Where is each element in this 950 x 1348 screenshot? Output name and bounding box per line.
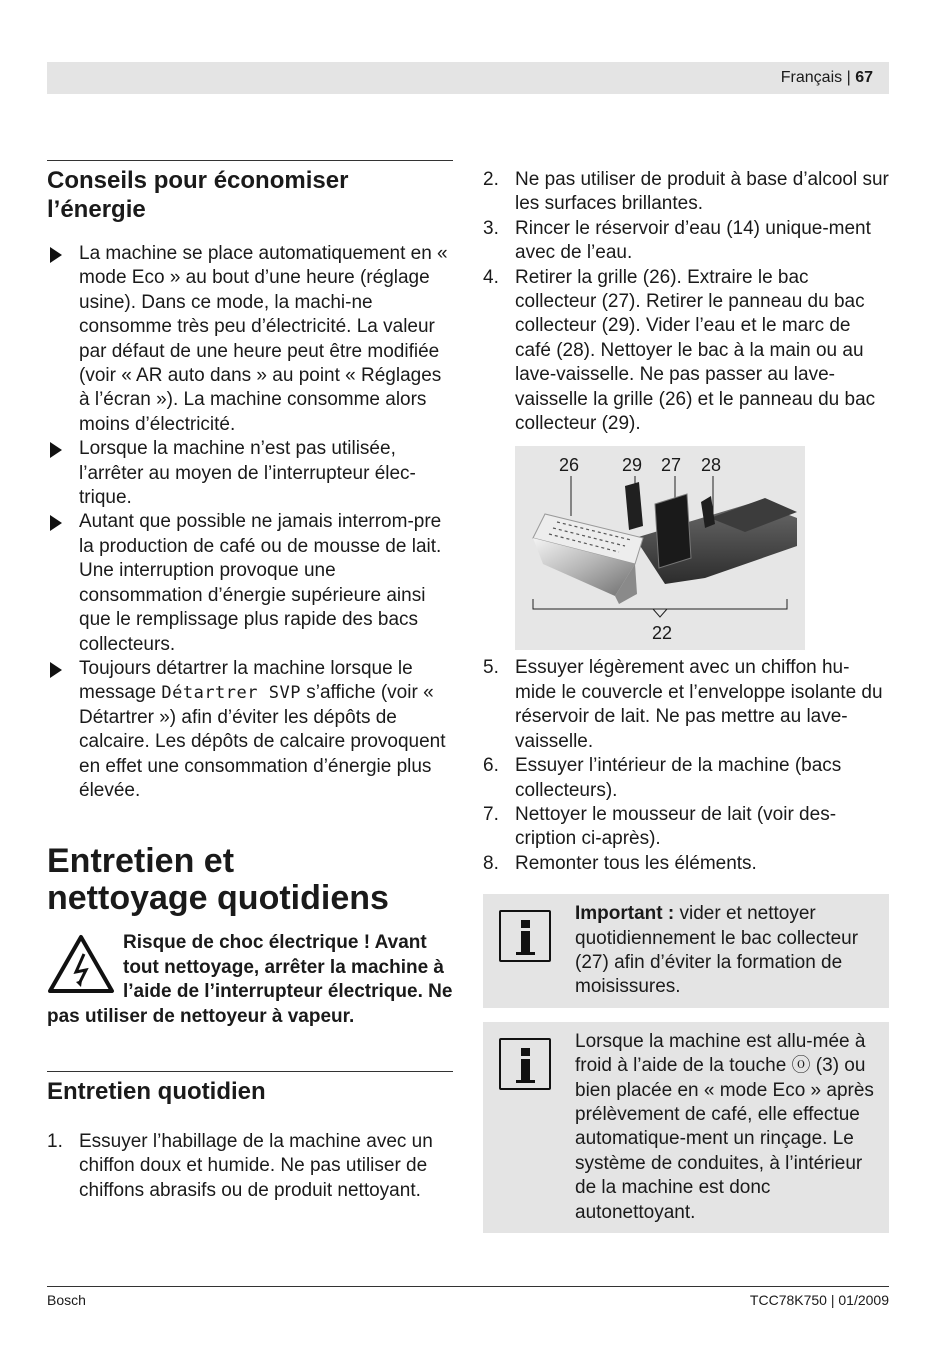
cleaning-steps-a <box>483 168 889 436</box>
left-column <box>47 160 453 1203</box>
step-number: 8. <box>483 852 499 874</box>
header-text <box>781 69 873 87</box>
step-text: Remonter tous les éléments. <box>515 852 757 874</box>
bullet-triangle-icon <box>50 662 62 678</box>
step-number: 3. <box>483 217 499 239</box>
step-number: 4. <box>483 266 499 288</box>
bullet-triangle-icon <box>50 515 62 531</box>
bullet-text: Lorsque la machine n’est pas utilisée, l’arrêter au moyen de l’interrupteur élec-trique. <box>79 438 416 509</box>
step-text: Ne pas utiliser de produit à base d’alcool sur les surfaces brillantes. <box>515 169 889 215</box>
list-item <box>483 803 889 852</box>
energy-bullet-list <box>47 242 453 803</box>
bullet-text-before: Toujours détartrer la machine lorsque le message <box>79 657 413 704</box>
main-heading-line2: nettoyage quotidiens <box>47 879 389 918</box>
list-item <box>47 657 453 803</box>
list-item <box>483 656 889 754</box>
list-item <box>483 266 889 437</box>
main-heading <box>47 843 453 917</box>
note-text: vider et nettoyer quotidiennement le bac collecteur (27) afin d’éviter la formation de moisissures. <box>575 903 859 998</box>
cleaning-steps-b <box>483 656 889 876</box>
electric-warning <box>47 931 453 1029</box>
drip-tray-drawing <box>515 446 805 650</box>
electric-hazard-icon <box>47 934 115 994</box>
step-number: 1. <box>47 1130 63 1152</box>
header-separator: | <box>846 69 851 86</box>
list-item <box>47 437 453 510</box>
step-number: 7. <box>483 803 499 825</box>
step-text: Rincer le réservoir d’eau (14) unique-ment avec de l’eau. <box>515 217 871 264</box>
step-number: 6. <box>483 755 499 777</box>
step-number: 2. <box>483 169 499 190</box>
list-item <box>47 1130 453 1203</box>
bullet-text: La machine se place automatiquement en « mode Eco » au bout d’une heure (réglage usine). Dans ce mode, la machi-ne consomme très peu d’électricité. La valeur par défaut de une heure peut être modifiée (voir « AR auto dans » au point « Réglages à l’écran »). La machine consomme alors moins d’électricité. <box>79 243 448 435</box>
list-item <box>483 168 889 217</box>
note-text: Lorsque la machine est allu-mée à froid à l’aide de la touche ⓞ (3) ou bien placée en « mode Eco » après prélèvement de café, elle effectue automatique-ment un rinçage. Le système de conduites, à l’intérieur de la machine est donc autonettoyant. <box>575 1030 874 1223</box>
display-message: Détartrer SVP <box>161 683 301 704</box>
figure-label-29: 29 <box>622 455 643 476</box>
list-item <box>483 852 889 876</box>
bullet-text-after: s’affiche (voir « Détartrer ») afin d’éviter les dépôts de calcaire. Les dépôts de calcaire provoquent en effet une consommation d’énergie plus élevée. <box>79 682 446 801</box>
list-item <box>47 242 453 437</box>
figure-label-26: 26 <box>559 455 580 476</box>
info-icon <box>499 910 551 962</box>
bullet-text: Autant que possible ne jamais interrom-pre la production de café ou de mousse de lait. Une interruption provoque une consommation d’énergie supérieure ainsi que le remplissage plus rapide des bacs collecteurs. <box>79 511 442 655</box>
daily-heading: Entretien quotidien <box>47 1077 266 1105</box>
info-note <box>483 1022 889 1233</box>
step-number: 5. <box>483 657 499 679</box>
step-text: Essuyer l’intérieur de la machine (bacs collecteurs). <box>515 755 842 801</box>
daily-step-list <box>47 1130 453 1203</box>
drip-tray-figure <box>515 446 805 650</box>
list-item <box>483 217 889 266</box>
energy-heading: Conseils pour économiser l’énergie <box>47 167 349 223</box>
figure-label-28: 28 <box>701 455 722 476</box>
page-header <box>47 62 889 94</box>
bullet-triangle-icon <box>50 247 62 263</box>
footer-brand: Bosch <box>47 1292 86 1308</box>
step-text: Retirer la grille (26). Extraire le bac collecteur (27). Retirer le panneau du bac collecteur (29). Vider l’eau et le marc de café (28). Nettoyer le bac à la main ou au lave-vaisselle. Ne pas passer au lave-vaisselle la grille (26) et le panneau du bac collecteur (29). <box>515 266 876 435</box>
footer-model-date: TCC78K750 | 01/2009 <box>749 1292 889 1308</box>
page-number: 67 <box>855 69 873 86</box>
note-bold-label: Important : <box>575 903 675 925</box>
important-note <box>483 894 889 1008</box>
step-text: Nettoyer le mousseur de lait (voir des-cription ci-après). <box>515 803 837 850</box>
warning-text: Risque de choc électrique ! Avant tout nettoyage, arrêter la machine à l’aide de l’interrupteur électrique. Ne pas utiliser de nettoyeur à vapeur. <box>47 932 453 1027</box>
bullet-triangle-icon <box>50 442 62 458</box>
info-icon <box>499 1038 551 1090</box>
footer-rule <box>47 1286 889 1287</box>
figure-label-22: 22 <box>652 623 673 644</box>
list-item <box>483 754 889 803</box>
figure-label-27: 27 <box>661 455 682 476</box>
right-column <box>483 168 889 1233</box>
header-language: Français <box>780 69 843 86</box>
step-text: Essuyer l’habillage de la machine avec un chiffon doux et humide. Ne pas utiliser de chiffons abrasifs ou de produit nettoyant. <box>79 1130 433 1201</box>
step-text: Essuyer légèrement avec un chiffon hu-mide le couvercle et l’enveloppe isolante du réservoir de lait. Ne pas mettre au lave-vaisselle. <box>515 657 883 752</box>
main-heading-line1: Entretien et <box>47 842 235 881</box>
list-item <box>47 510 453 656</box>
